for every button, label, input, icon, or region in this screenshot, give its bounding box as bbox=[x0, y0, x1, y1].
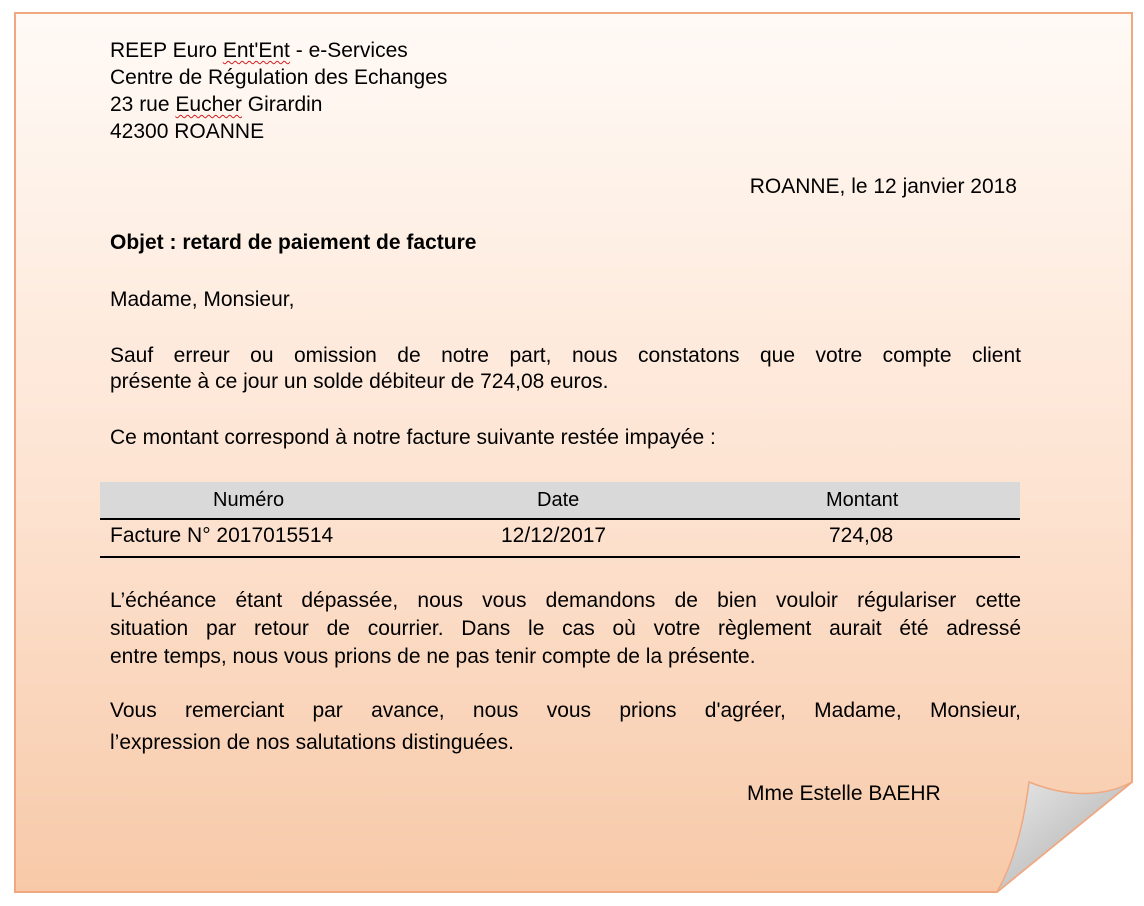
table-bottom-rule bbox=[100, 556, 1020, 558]
place-date: ROANNE, le 12 janvier 2018 bbox=[749, 175, 1017, 198]
paragraph-3-line-1: L’échéance étant dépassée, nous vous demandons de bien vouloir régulariser cette bbox=[110, 589, 1021, 612]
invoice-amount-cell: 724,08 bbox=[829, 524, 894, 547]
signature: Mme Estelle BAEHR bbox=[747, 782, 941, 805]
paragraph-4-line-1: Vous remerciant par avance, nous vous prions d'agréer, Madame, Monsieur, bbox=[110, 699, 1021, 722]
letter-page bbox=[14, 12, 1134, 894]
table-header-rule bbox=[100, 518, 1020, 520]
invoice-date-cell: 12/12/2017 bbox=[501, 524, 607, 547]
sender-line-1: REEP Euro Ent'Ent - e-Services bbox=[110, 39, 408, 62]
sender-line-4: 42300 ROANNE bbox=[110, 120, 265, 143]
paragraph-2: Ce montant correspond à notre facture suivante restée impayée : bbox=[110, 426, 716, 449]
sender-line-3: 23 rue Eucher Girardin bbox=[110, 93, 323, 116]
paragraph-4-line-2: l’expression de nos salutations distinguées. bbox=[110, 731, 514, 754]
header-number: Numéro bbox=[213, 489, 285, 511]
sender-line-2: Centre de Régulation des Echanges bbox=[110, 66, 448, 89]
paragraph-1-line-1: Sauf erreur ou omission de notre part, nous constatons que votre compte client bbox=[110, 344, 1021, 367]
salutation: Madame, Monsieur, bbox=[110, 288, 295, 311]
misspelled-word: Eucher bbox=[175, 93, 242, 116]
paragraph-3-line-2: situation par retour de courrier. Dans le cas où votre règlement aurait été adressé bbox=[110, 617, 1021, 640]
subject-line: Objet : retard de paiement de facture bbox=[110, 231, 477, 254]
header-date: Date bbox=[537, 489, 580, 511]
paragraph-3-line-3: entre temps, nous vous prions de ne pas tenir compte de la présente. bbox=[110, 645, 756, 668]
paragraph-1-line-2: présente à ce jour un solde débiteur de 724,08 euros. bbox=[110, 370, 609, 393]
header-amount: Montant bbox=[826, 489, 899, 511]
invoice-number-cell: Facture N° 2017015514 bbox=[110, 524, 334, 547]
misspelled-word: Ent'Ent bbox=[222, 39, 290, 62]
